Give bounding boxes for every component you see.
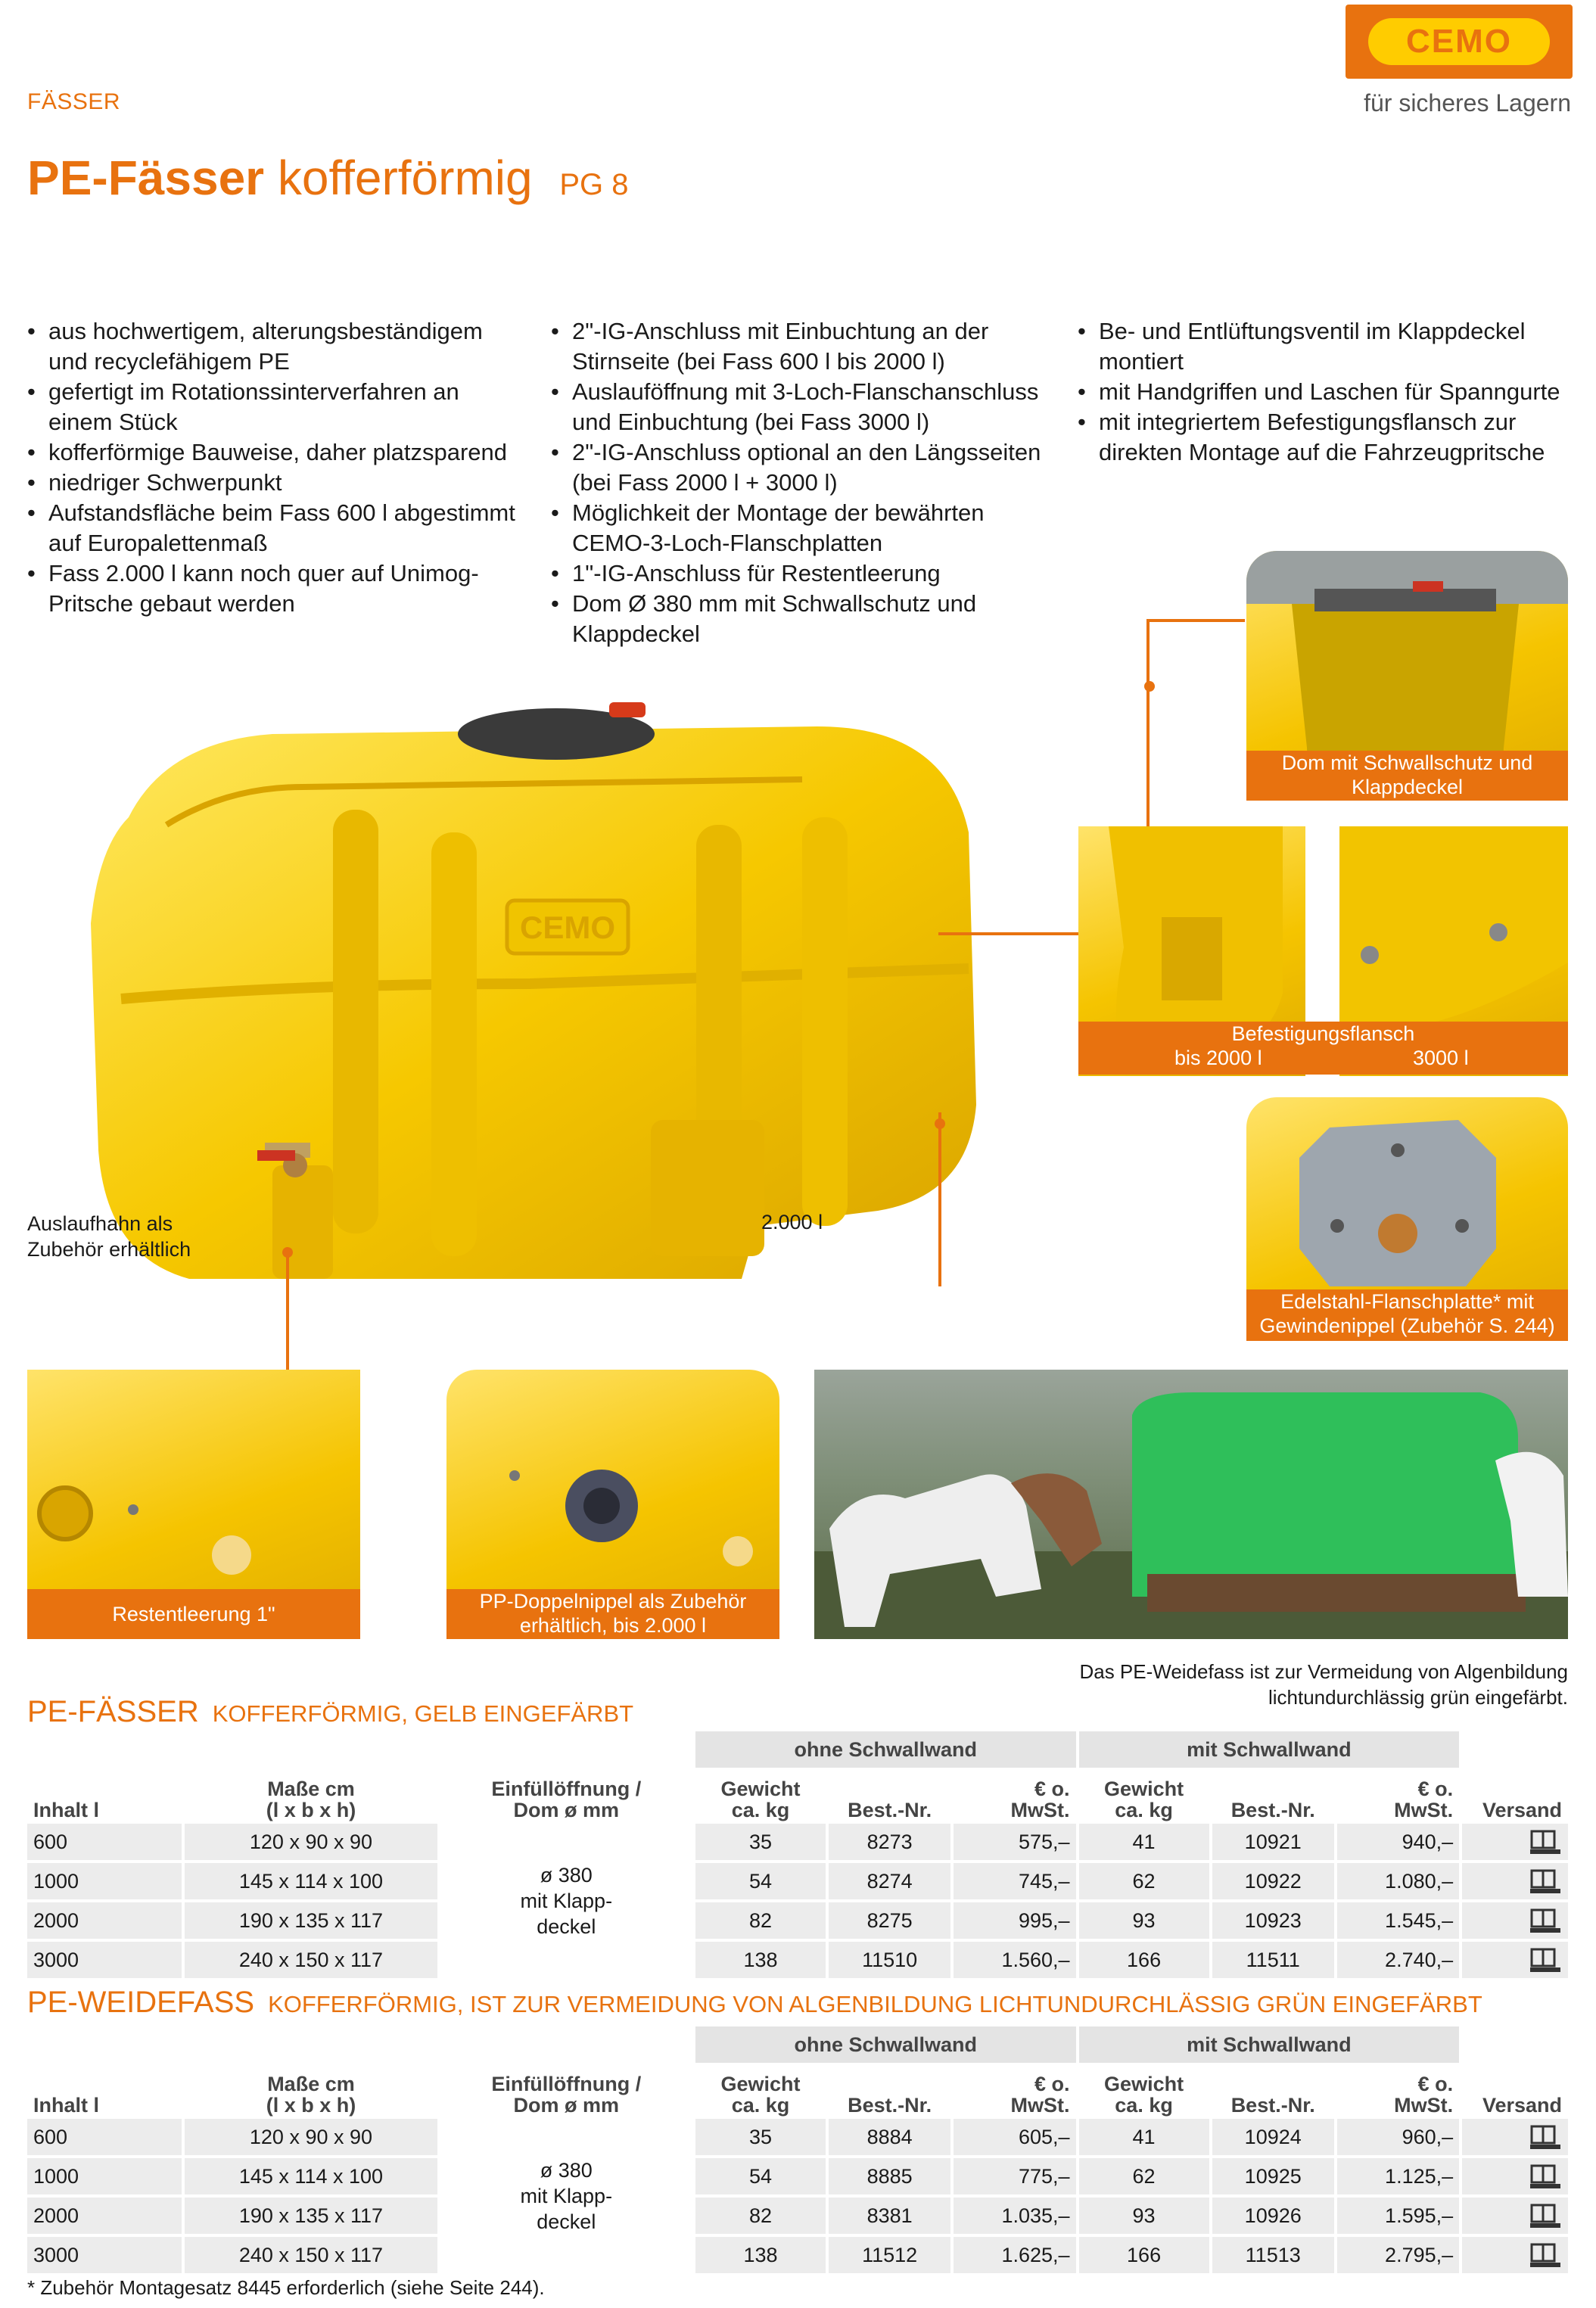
col-masse-line2: (l x b x h) xyxy=(266,2094,356,2117)
horses-photo xyxy=(814,1370,1568,1639)
cell-ship xyxy=(1462,1902,1568,1939)
weidefass-note: Das PE-Weidefass ist zur Vermeidung von Algenbildung lichtundurchlässig grün eingefärbt. xyxy=(1079,1660,1568,1709)
cell-weight: 41 xyxy=(1079,1824,1209,1860)
feature-list-1 xyxy=(27,316,527,619)
table-row xyxy=(27,1824,1568,1860)
connector-line xyxy=(938,1112,941,1286)
cell-price: 960,– xyxy=(1337,2119,1459,2155)
cell-price: 1.545,– xyxy=(1337,1902,1459,1939)
drain-caption: Restentleerung 1" xyxy=(27,1589,360,1639)
cell-price: 1.560,– xyxy=(954,1942,1075,1978)
cell-inhalt: 1000 xyxy=(27,2158,182,2194)
cell-price: 940,– xyxy=(1337,1824,1459,1860)
col-weight-2 xyxy=(1079,2066,1209,2116)
flange-caption-right: 3000 l xyxy=(1413,1047,1469,1069)
table1-title-main: PE-FÄSSER xyxy=(27,1695,199,1728)
cell-order-nr: 11513 xyxy=(1212,2237,1334,2273)
page-title xyxy=(27,150,629,206)
feature-item: • Dom Ø 380 mm mit Schwallschutz und Klappdeckel xyxy=(551,589,1050,649)
cell-price: 2.740,– xyxy=(1337,1942,1459,1978)
cell-ship xyxy=(1462,1824,1568,1860)
col-price-line1: € o. xyxy=(1034,2073,1070,2095)
pallet-icon xyxy=(1529,1866,1562,1896)
cell-price: 575,– xyxy=(954,1824,1075,1860)
connector-line xyxy=(938,932,1082,935)
cell-inhalt: 600 xyxy=(27,1824,182,1860)
cell-order-nr: 11512 xyxy=(829,2237,950,2273)
section-label: FÄSSER xyxy=(27,89,121,114)
cell-order-nr: 10924 xyxy=(1212,2119,1334,2155)
col-price-line2: MwSt. xyxy=(1010,2094,1070,2117)
cell-ship xyxy=(1462,1863,1568,1899)
cell-price: 1.625,– xyxy=(954,2237,1075,2273)
table1-title xyxy=(27,1695,633,1729)
col-fill-line1: Einfüllöffnung / xyxy=(491,1778,642,1800)
col-weight-1 xyxy=(695,2066,826,2116)
cell-price: 1.125,– xyxy=(1337,2158,1459,2194)
col-price-2 xyxy=(1337,2066,1459,2116)
cell-weight: 82 xyxy=(695,1902,826,1939)
col-price-line1: € o. xyxy=(1417,2073,1454,2095)
col-inhalt: Inhalt l xyxy=(33,1799,99,1821)
cell-masse: 145 x 114 x 100 xyxy=(185,1863,437,1899)
col-weight-line1: Gewicht xyxy=(1104,2073,1184,2095)
cemo-logo xyxy=(1346,5,1573,79)
cell-ship xyxy=(1462,2237,1568,2273)
col-price-line2: MwSt. xyxy=(1394,1799,1454,1821)
dome-caption: Dom mit Schwallschutz und Klappdeckel xyxy=(1246,751,1568,801)
feature-item: • gefertigt im Rotationssinterverfahren an einem Stück xyxy=(27,377,527,437)
col-order-1: Best.-Nr. xyxy=(848,2094,932,2117)
tank-logo: CEMO xyxy=(520,910,615,945)
feature-item: • Aufstandsfläche beim Fass 600 l abgestimmt auf Europalettenmaß xyxy=(27,498,527,558)
table-row xyxy=(27,2119,1568,2155)
pallet-icon xyxy=(1529,2201,1562,2231)
dome-line2: mit Klapp- xyxy=(520,1890,613,1912)
cell-weight: 166 xyxy=(1079,1942,1209,1978)
feature-item: • 2"-IG-Anschluss mit Einbuchtung an der Stirnseite (bei Fass 600 l bis 2000 l) xyxy=(551,316,1050,377)
feature-item: • 1"-IG-Anschluss für Restentleerung xyxy=(551,558,1050,589)
col-masse-line1: Maße cm xyxy=(267,2073,355,2095)
col-price-line1: € o. xyxy=(1034,1778,1070,1800)
cell-weight: 138 xyxy=(695,2237,826,2273)
nipple-caption: PP-Doppelnippel als Zubehör erhältlich, bis 2.000 l xyxy=(446,1589,779,1639)
table1-subtitle: KOFFERFÖRMIG, GELB EINGEFÄRBT xyxy=(212,1700,634,1727)
col-weight-line2: ca. kg xyxy=(1115,1799,1173,1821)
cell-weight: 166 xyxy=(1079,2237,1209,2273)
group-header-with: mit Schwallwand xyxy=(1079,2026,1460,2063)
cell-order-nr: 8274 xyxy=(829,1863,950,1899)
cell-weight: 62 xyxy=(1079,2158,1209,2194)
cell-order-nr: 11511 xyxy=(1212,1942,1334,1978)
connector-dot xyxy=(1144,681,1155,692)
cell-order-nr: 8273 xyxy=(829,1824,950,1860)
cell-ship xyxy=(1462,2119,1568,2155)
col-weight-line1: Gewicht xyxy=(720,2073,801,2095)
cell-dome xyxy=(440,2119,692,2273)
table2-subtitle: KOFFERFÖRMIG, IST ZUR VERMEIDUNG VON ALGENBILDUNG LICHTUNDURCHLÄSSIG GRÜN EINGEFÄRBT xyxy=(268,1991,1482,2017)
table2 xyxy=(24,2023,1571,2276)
col-inhalt: Inhalt l xyxy=(33,2094,99,2117)
cell-weight: 35 xyxy=(695,1824,826,1860)
cell-order-nr: 8885 xyxy=(829,2158,950,2194)
cell-weight: 93 xyxy=(1079,1902,1209,1939)
pallet-icon xyxy=(1529,2240,1562,2270)
col-price-line1: € o. xyxy=(1417,1778,1454,1800)
cell-order-nr: 10925 xyxy=(1212,2158,1334,2194)
cell-price: 2.795,– xyxy=(1337,2237,1459,2273)
tank-size-label: 2.000 l xyxy=(761,1211,823,1233)
col-fill xyxy=(440,1771,692,1821)
cell-masse: 120 x 90 x 90 xyxy=(185,2119,437,2155)
col-price-1 xyxy=(954,2066,1075,2116)
product-group: PG 8 xyxy=(559,168,629,201)
feature-item: • aus hochwertigem, alterungsbeständigem und recyclefähigem PE xyxy=(27,316,527,377)
col-weight-1 xyxy=(695,1771,826,1821)
col-fill-line2: Dom ø mm xyxy=(513,2094,620,2117)
connector-line xyxy=(286,1253,289,1374)
cell-masse: 240 x 150 x 117 xyxy=(185,1942,437,1978)
cell-weight: 35 xyxy=(695,2119,826,2155)
cell-masse: 240 x 150 x 117 xyxy=(185,2237,437,2273)
col-masse xyxy=(185,1771,437,1821)
dome-line3: deckel xyxy=(537,1915,596,1938)
dome-line1: ø 380 xyxy=(540,1864,593,1887)
cell-order-nr: 10922 xyxy=(1212,1863,1334,1899)
tagline: für sicheres Lagern xyxy=(1364,89,1571,117)
cell-weight: 54 xyxy=(695,1863,826,1899)
cell-price: 1.080,– xyxy=(1337,1863,1459,1899)
dome-line3: deckel xyxy=(537,2210,596,2233)
col-masse xyxy=(185,2066,437,2116)
table1 xyxy=(24,1728,1571,1981)
col-weight-line2: ca. kg xyxy=(731,2094,790,2117)
group-header-without: ohne Schwallwand xyxy=(695,1731,1076,1768)
cell-weight: 62 xyxy=(1079,1863,1209,1899)
cell-inhalt: 1000 xyxy=(27,1863,182,1899)
col-weight-line2: ca. kg xyxy=(731,1799,790,1821)
yellow-tank-image xyxy=(76,681,1006,1302)
col-price-line2: MwSt. xyxy=(1010,1799,1070,1821)
cell-inhalt: 3000 xyxy=(27,1942,182,1978)
table-row xyxy=(27,2237,1568,2273)
cell-masse: 190 x 135 x 117 xyxy=(185,1902,437,1939)
cell-price: 745,– xyxy=(954,1863,1075,1899)
dome-line1: ø 380 xyxy=(540,2159,593,2182)
connector-dot xyxy=(935,1118,945,1129)
cell-inhalt: 600 xyxy=(27,2119,182,2155)
cell-ship xyxy=(1462,2158,1568,2194)
cell-masse: 120 x 90 x 90 xyxy=(185,1824,437,1860)
pallet-icon xyxy=(1529,2161,1562,2191)
feature-item: • mit integriertem Befestigungsflansch zur direkten Montage auf die Fahrzeugpritsche xyxy=(1078,407,1570,468)
cell-inhalt: 2000 xyxy=(27,1902,182,1939)
feature-list-3 xyxy=(1078,316,1570,468)
flange-caption xyxy=(1078,1022,1568,1075)
col-order-2: Best.-Nr. xyxy=(1230,1799,1315,1821)
cell-price: 775,– xyxy=(954,2158,1075,2194)
table2-title-main: PE-WEIDEFASS xyxy=(27,1986,255,2019)
pallet-icon xyxy=(1529,2122,1562,2152)
flange-caption-title: Befestigungsflansch xyxy=(1231,1022,1415,1045)
cell-weight: 93 xyxy=(1079,2198,1209,2234)
pallet-icon xyxy=(1529,1827,1562,1857)
cell-weight: 54 xyxy=(695,2158,826,2194)
col-price-2 xyxy=(1337,1771,1459,1821)
feature-item: • kofferförmige Bauweise, daher platzsparend xyxy=(27,437,527,468)
feature-item: • Möglichkeit der Montage der bewährten CEMO-3-Loch-Flanschplatten xyxy=(551,498,1050,558)
cell-inhalt: 2000 xyxy=(27,2198,182,2234)
cell-order-nr: 10921 xyxy=(1212,1824,1334,1860)
feature-item: • niedriger Schwerpunkt xyxy=(27,468,527,498)
table-row xyxy=(27,2198,1568,2234)
col-fill xyxy=(440,2066,692,2116)
cell-masse: 145 x 114 x 100 xyxy=(185,2158,437,2194)
col-order-2: Best.-Nr. xyxy=(1230,2094,1315,2117)
feature-list-2 xyxy=(551,316,1050,649)
cell-price: 1.035,– xyxy=(954,2198,1075,2234)
col-price-1 xyxy=(954,1771,1075,1821)
flange-caption-left: bis 2000 l xyxy=(1174,1047,1262,1069)
cell-masse: 190 x 135 x 117 xyxy=(185,2198,437,2234)
col-masse-line1: Maße cm xyxy=(267,1778,355,1800)
pallet-icon xyxy=(1529,1945,1562,1975)
col-weight-line2: ca. kg xyxy=(1115,2094,1173,2117)
table2-title xyxy=(27,1986,1482,2020)
feature-item: • Fass 2.000 l kann noch quer auf Unimog-Pritsche gebaut werden xyxy=(27,558,527,619)
logo-text: CEMO xyxy=(1368,18,1550,65)
feature-item: • Auslauföffnung mit 3-Loch-Flanschanschluss und Einbuchtung (bei Fass 3000 l) xyxy=(551,377,1050,437)
cell-weight: 138 xyxy=(695,1942,826,1978)
col-fill-line2: Dom ø mm xyxy=(513,1799,620,1821)
cell-price: 605,– xyxy=(954,2119,1075,2155)
pallet-icon xyxy=(1529,1905,1562,1936)
feature-item: • Be- und Entlüftungsventil im Klappdeckel montiert xyxy=(1078,316,1570,377)
cell-ship xyxy=(1462,2198,1568,2234)
tap-caption: Auslaufhahn als Zubehör erhältlich xyxy=(27,1212,191,1261)
footnote: * Zubehör Montagesatz 8445 erforderlich (siehe Seite 244). xyxy=(27,2276,545,2299)
title-rest: kofferförmig xyxy=(277,151,533,205)
table-row xyxy=(27,1902,1568,1939)
cell-ship xyxy=(1462,1942,1568,1978)
connector-dot xyxy=(282,1247,293,1258)
group-header-without: ohne Schwallwand xyxy=(695,2026,1076,2063)
col-ship: Versand xyxy=(1482,2094,1562,2117)
table-row xyxy=(27,2158,1568,2194)
cell-order-nr: 8275 xyxy=(829,1902,950,1939)
cell-inhalt: 3000 xyxy=(27,2237,182,2273)
col-order-1: Best.-Nr. xyxy=(848,1799,932,1821)
feature-item: • mit Handgriffen und Laschen für Spanngurte xyxy=(1078,377,1570,407)
title-bold: PE-Fässer xyxy=(27,151,265,205)
col-fill-line1: Einfüllöffnung / xyxy=(491,2073,642,2095)
group-header-with: mit Schwallwand xyxy=(1079,1731,1460,1768)
col-ship: Versand xyxy=(1482,1799,1562,1821)
cell-dome xyxy=(440,1824,692,1978)
cell-price: 995,– xyxy=(954,1902,1075,1939)
feature-item: • 2"-IG-Anschluss optional an den Längsseiten (bei Fass 2000 l + 3000 l) xyxy=(551,437,1050,498)
dome-line2: mit Klapp- xyxy=(520,2185,613,2207)
table-row xyxy=(27,1863,1568,1899)
connector-line xyxy=(1146,619,1245,622)
col-weight-line1: Gewicht xyxy=(1104,1778,1184,1800)
col-price-line2: MwSt. xyxy=(1394,2094,1454,2117)
cell-weight: 82 xyxy=(695,2198,826,2234)
cell-weight: 41 xyxy=(1079,2119,1209,2155)
cell-order-nr: 10923 xyxy=(1212,1902,1334,1939)
cell-order-nr: 8884 xyxy=(829,2119,950,2155)
col-weight-line1: Gewicht xyxy=(720,1778,801,1800)
cell-price: 1.595,– xyxy=(1337,2198,1459,2234)
col-masse-line2: (l x b x h) xyxy=(266,1799,356,1821)
cell-order-nr: 8381 xyxy=(829,2198,950,2234)
cell-order-nr: 11510 xyxy=(829,1942,950,1978)
cell-order-nr: 10926 xyxy=(1212,2198,1334,2234)
flange-plate-caption: Edelstahl-Flanschplatte* mit Gewindenippel (Zubehör S. 244) xyxy=(1246,1289,1568,1341)
col-weight-2 xyxy=(1079,1771,1209,1821)
table-row xyxy=(27,1942,1568,1978)
